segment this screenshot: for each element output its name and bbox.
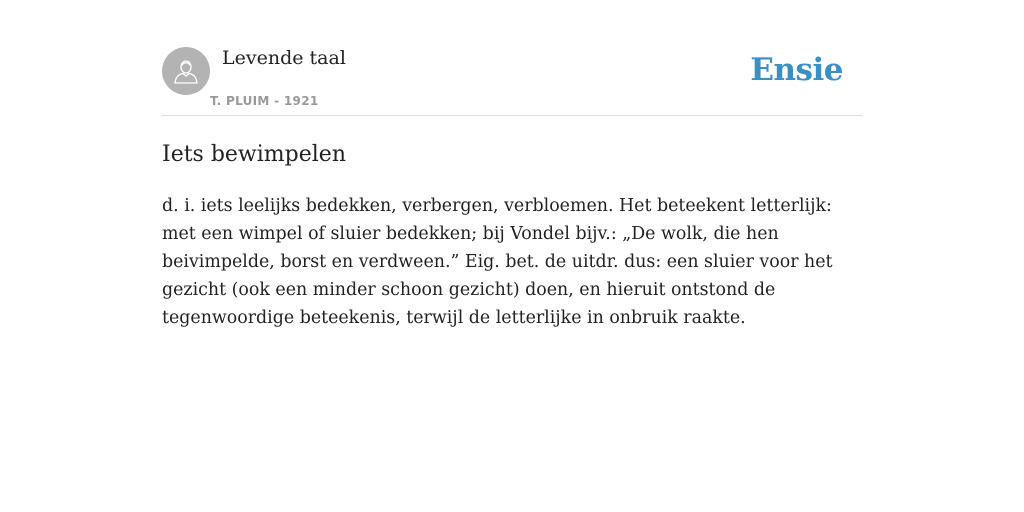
entry-title: Iets bewimpelen bbox=[162, 142, 346, 167]
entry-header bbox=[162, 0, 862, 116]
user-avatar-icon[interactable] bbox=[162, 47, 210, 95]
source-title[interactable]: Levende taal bbox=[222, 47, 346, 69]
author-byline: T. PLUIM - 1921 bbox=[210, 94, 319, 108]
entry-body: d. i. iets leelijks bedekken, verbergen, verbloemen. Het beteekent letterlijk: met een wimpel of sluier bedekken; bij Vondel bijv.: „De wolk, die hen beivimpelde, borst en verdween.” Eig. bet. de uitdr. dus: een sluier voor het gezicht (ook een minder schoon gezicht) doen, en hieruit ontstond de tegenwoordige beteekenis, terwijl de letterlijke in onbruik raakte. bbox=[162, 196, 833, 328]
entry-card bbox=[162, 0, 862, 332]
brand-logo[interactable]: Ensie bbox=[750, 52, 843, 88]
